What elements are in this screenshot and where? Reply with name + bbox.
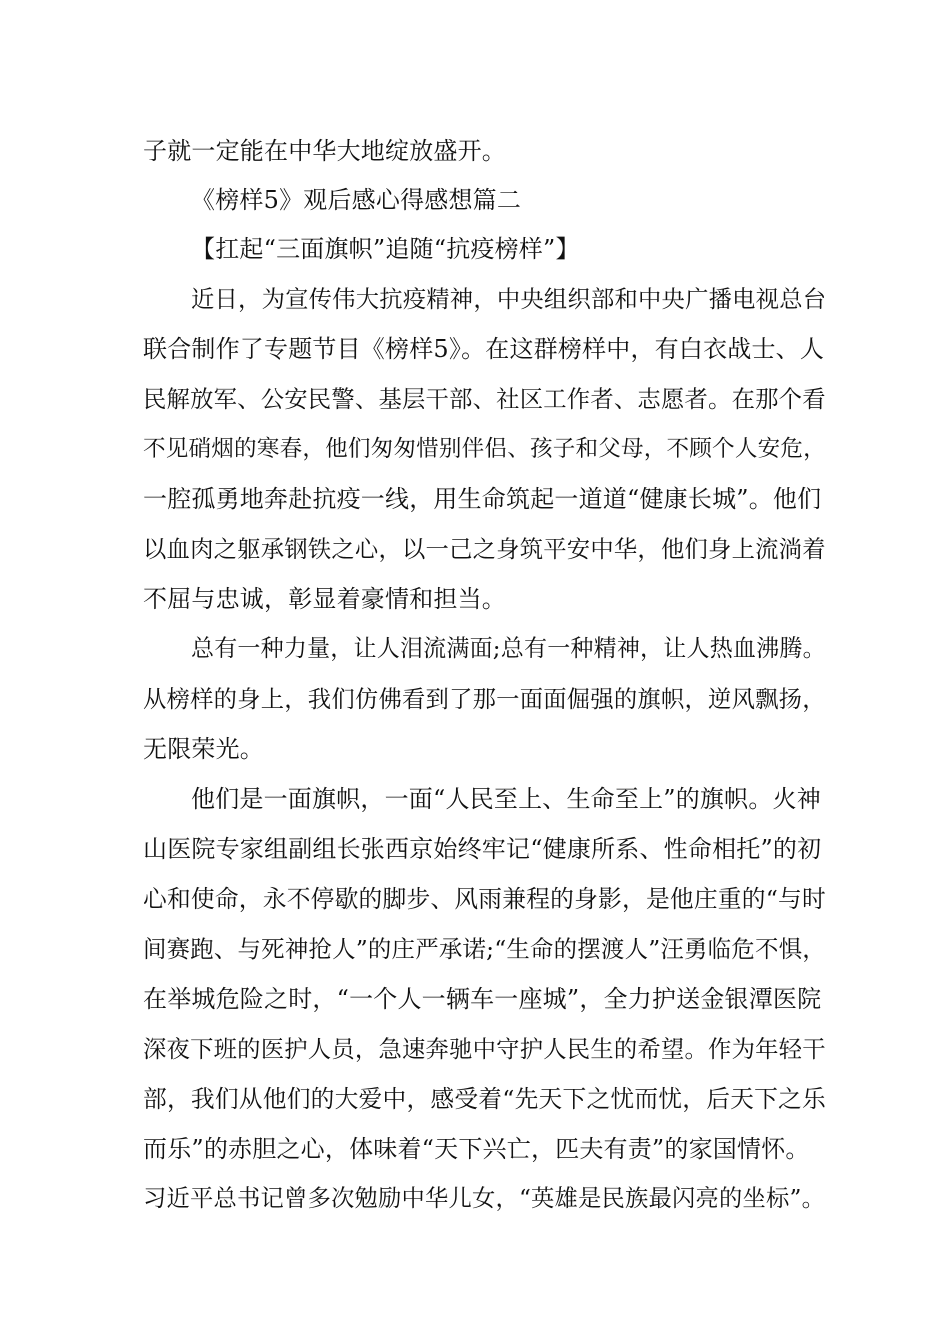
text-line: 从榜样的身上，我们仿佛看到了那一面面倔强的旗帜，逆风飘扬，: [143, 685, 826, 713]
text-line: 总有一种力量，让人泪流满面;总有一种精神，让人热血沸腾。: [191, 636, 826, 662]
section-subtitle: 【扛起“三面旗帜”追随“抗疫榜样”】: [191, 235, 580, 263]
text-line: 一腔孤勇地奔赴抗疫一线，用生命筑起一道道“健康长城”。他们: [143, 485, 822, 513]
text-line: 不见硝烟的寒春，他们匆匆惜别伴侣、孩子和父母，不顾个人安危，: [143, 436, 826, 462]
text-line: 心和使命，永不停歇的脚步、风雨兼程的身影，是他庄重的“与时: [143, 885, 826, 913]
text-line: 山医院专家组副组长张西京始终牢记“健康所系、性命相托”的初: [143, 835, 822, 863]
text-line: 子就一定能在中华大地绽放盛开。: [143, 137, 506, 165]
section-title: 《榜样5》观后感心得感想篇二: [191, 186, 522, 214]
text-line: 无限荣光。: [143, 735, 264, 763]
text-line: 习近平总书记曾多次勉励中华儿女，“英雄是民族最闪亮的坐标”。: [143, 1185, 826, 1212]
text-line: 在举城危险之时，“一个人一辆车一座城”，全力护送金银潭医院: [143, 985, 822, 1013]
text-line: 而乐”的赤胆之心，体味着“天下兴亡，匹夫有责”的家国情怀。: [143, 1135, 810, 1163]
text-line: 他们是一面旗帜，一面“人民至上、生命至上”的旗帜。火神: [191, 785, 821, 813]
text-line: 深夜下班的医护人员，急速奔驰中守护人民生的希望。作为年轻干: [143, 1035, 826, 1063]
text-line: 近日，为宣传伟大抗疫精神，中央组织部和中央广播电视总台: [191, 285, 827, 313]
text-line: 间赛跑、与死神抢人”的庄严承诺;“生命的摆渡人”汪勇临危不惧，: [143, 935, 826, 963]
text-line: 民解放军、公安民警、基层干部、社区工作者、志愿者。在那个看: [143, 385, 826, 413]
text-line: 以血肉之躯承钢铁之心，以一己之身筑平安中华，他们身上流淌着: [143, 535, 826, 563]
text-line: 不屈与忠诚，彰显着豪情和担当。: [143, 585, 506, 613]
text-line: 部，我们从他们的大爱中，感受着“先天下之忧而忧，后天下之乐: [143, 1085, 826, 1113]
text-line: 联合制作了专题节目《榜样5》。在这群榜样中，有白衣战士、人: [143, 335, 825, 363]
